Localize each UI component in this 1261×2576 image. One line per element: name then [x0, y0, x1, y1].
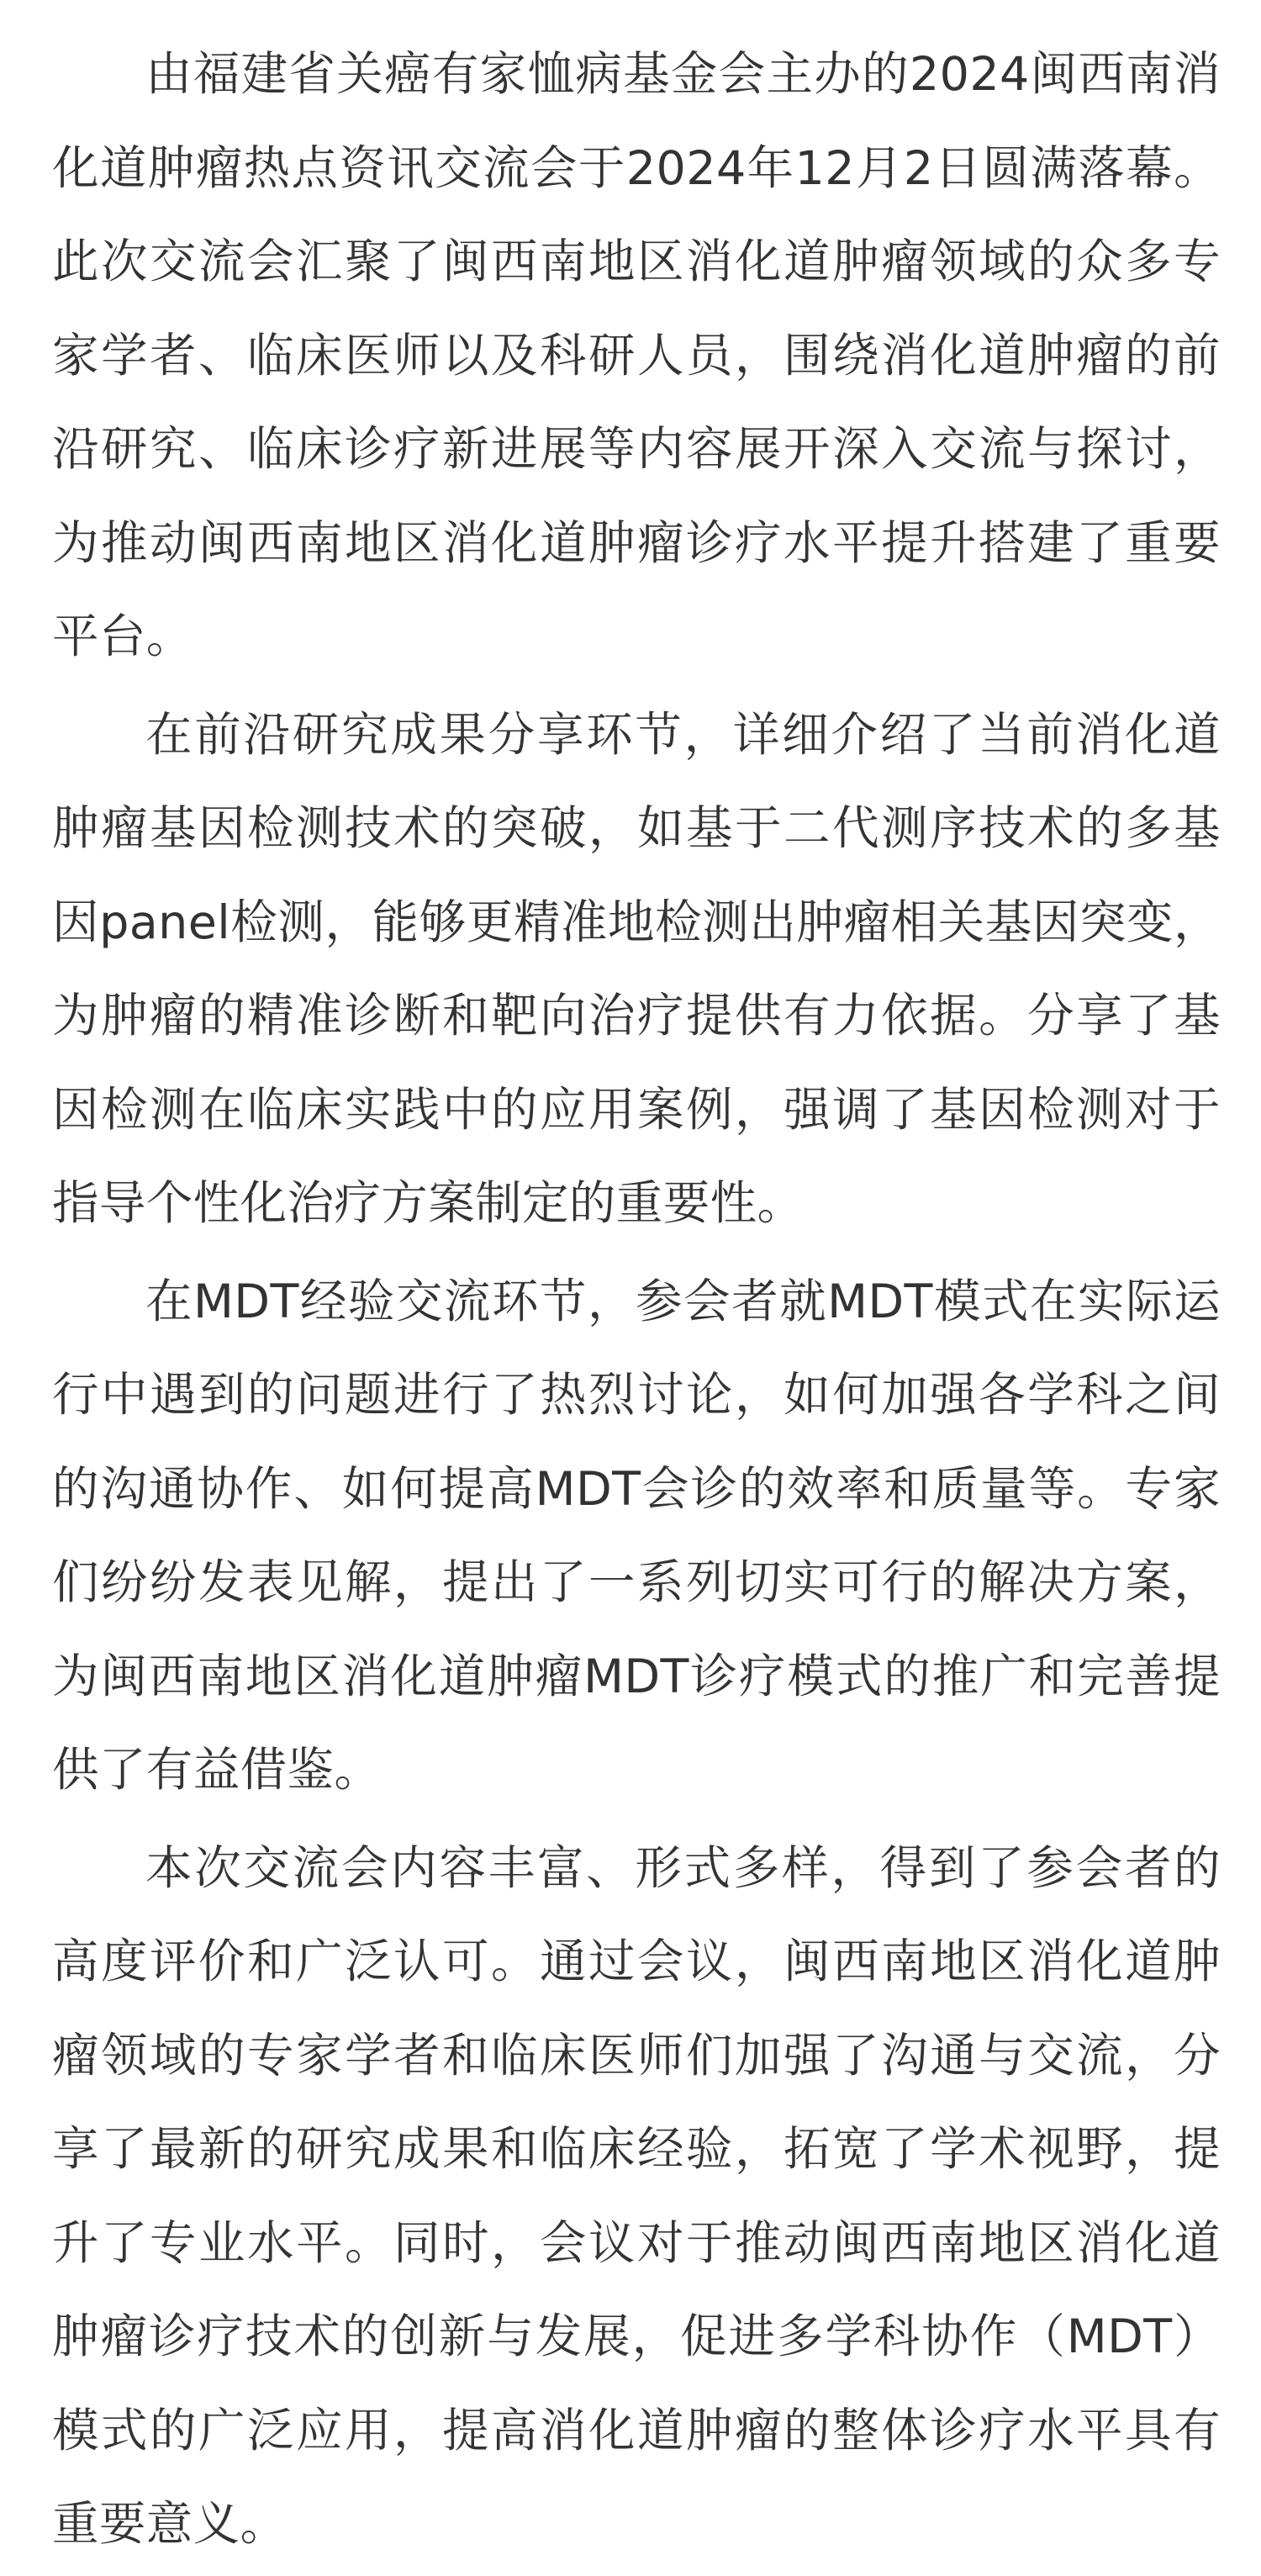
paragraph-research: 在前沿研究成果分享环节，详细介绍了当前消化道肿瘤基因检测技术的突破，如基于二代测序技术的多基因panel检测，能够更精准地检测出肿瘤相关基因突变，为肿瘤的精准诊断和靶向治疗提供有力依据。分享了基因检测在临床实践中的应用案例，强调了基因检测对于指导个性化治疗方案制定的重要性。: [52, 707, 1221, 1231]
paragraph-summary: 本次交流会内容丰富、形式多样，得到了参会者的高度评价和广泛认可。通过会议，闽西南地区消化道肿瘤领域的专家学者和临床医师们加强了沟通与交流，分享了最新的研究成果和临床经验，拓宽了学术视野，提升了专业水平。同时，会议对于推动闽西南地区消化道肿瘤诊疗技术的创新与发展，促进多学科协作（MDT）模式的广泛应用，提高消化道肿瘤的整体诊疗水平具有重要意义。: [52, 1840, 1221, 2552]
article-body: [52, 28, 1221, 2576]
paragraph-mdt: 在MDT经验交流环节，参会者就MDT模式在实际运行中遇到的问题进行了热烈讨论，如何加强各学科之间的沟通协作、如何提高MDT会诊的效率和质量等。专家们纷纷发表见解，提出了一系列切实可行的解决方案，为闽西南地区消化道肿瘤MDT诊疗模式的推广和完善提供了有益借鉴。: [52, 1274, 1221, 1797]
paragraph-intro: 由福建省关癌有家恤病基金会主办的2024闽西南消化道肿瘤热点资讯交流会于2024年12月2日圆满落幕。此次交流会汇聚了闽西南地区消化道肿瘤领域的众多专家学者、临床医师以及科研人员，围绕消化道肿瘤的前沿研究、临床诊疗新进展等内容展开深入交流与探讨，为推动闽西南地区消化道肿瘤诊疗水平提升搭建了重要平台。: [52, 47, 1221, 664]
